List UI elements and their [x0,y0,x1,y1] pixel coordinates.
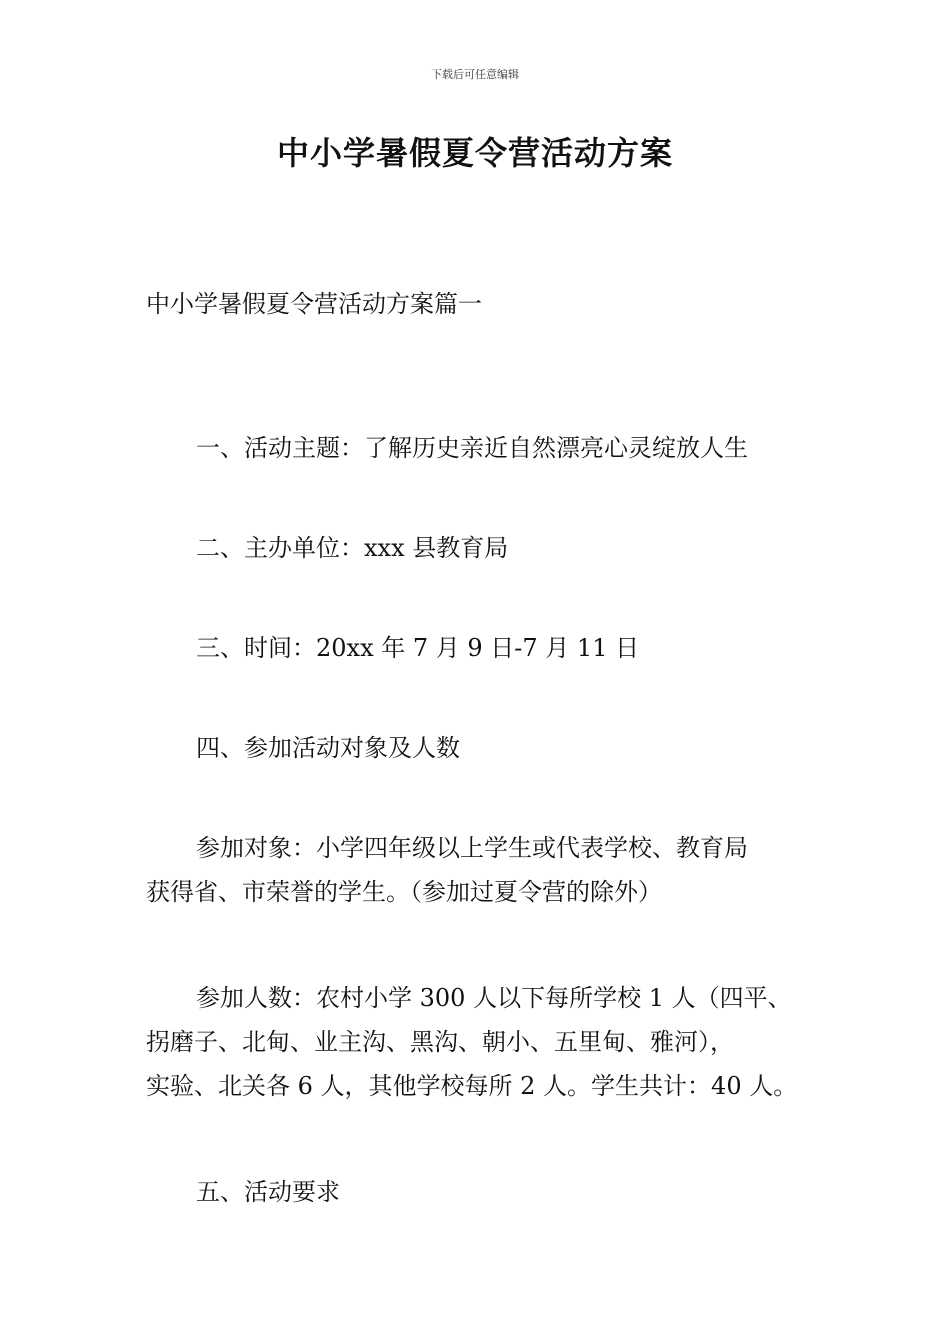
paragraph-theme-text: 一、活动主题：了解历史亲近自然漂亮心灵绽放人生 [196,434,748,462]
paragraph-theme [146,426,808,470]
participant-targets-line-1: 参加对象：小学四年级以上学生或代表学校、教育局 [196,834,748,862]
section-heading: 中小学暑假夏令营活动方案篇一 [146,290,482,318]
paragraph-requirements-heading-text: 五、活动要求 [196,1178,340,1206]
participant-targets-line-2: 获得省、市荣誉的学生。（参加过夏令营的除外） [146,878,662,906]
participant-count-line-3: 实验、北关各 6 人，其他学校每所 2 人。学生共计：40 人。 [146,1072,798,1100]
paragraph-participants-heading-text: 四、参加活动对象及人数 [196,734,460,762]
paragraph-participants-heading [146,726,808,770]
document-title: 中小学暑假夏令营活动方案 [276,134,673,172]
paragraph-organizer-text: 二、主办单位：xxx 县教育局 [196,534,509,562]
paragraph-participant-count [146,976,808,1108]
paragraph-time [146,626,808,670]
participant-count-line-1: 参加人数：农村小学 300 人以下每所学校 1 人（四平、 [196,984,792,1012]
paragraph-participant-targets [146,826,808,914]
paragraph-requirements-heading [146,1170,808,1214]
paragraph-organizer [146,526,808,570]
header-note: 下载后可任意编辑 [431,68,519,81]
paragraph-time-text: 三、时间：20xx 年 7 月 9 日-7 月 11 日 [196,634,640,662]
participant-count-line-2: 拐磨子、北甸、业主沟、黑沟、朝小、五里甸、雅河）， [146,1028,734,1056]
